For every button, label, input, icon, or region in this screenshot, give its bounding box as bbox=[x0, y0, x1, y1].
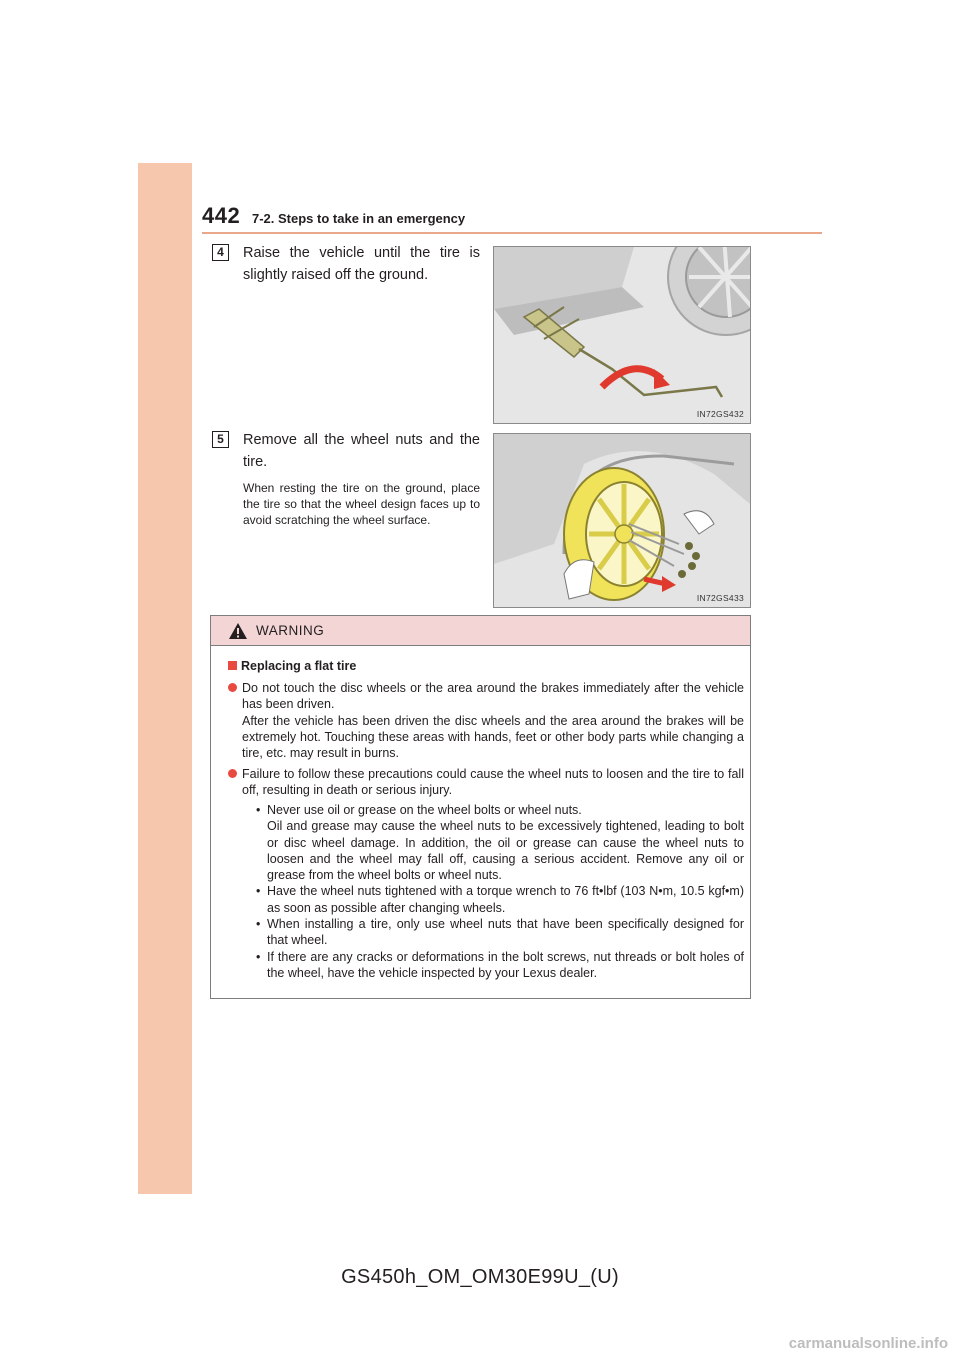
section-title: 7-2. Steps to take in an emergency bbox=[252, 211, 466, 226]
document-id-footer: GS450h_OM_OM30E99U_(U) bbox=[341, 1266, 619, 1288]
list-item-continuation: Oil and grease may cause the wheel nuts to be excessively tightened, leading to bolt or disc wheel damage. In addition, the oil or grease can cause the wheel nuts to loosen and the wheel may fall off, causing a serious accident. Remove any oil or grease from the wheel bolts or wheel nuts. bbox=[267, 819, 744, 883]
figure-code: IN72GS432 bbox=[696, 409, 744, 419]
step-4-text: Raise the vehicle until the tire is slightly raised off the ground. bbox=[243, 245, 480, 283]
circle-bullet-icon bbox=[228, 683, 237, 692]
figure-tire-removal bbox=[493, 433, 751, 608]
list-item: • When installing a tire, only use wheel nuts that have been specifically designed for that wheel. bbox=[256, 917, 744, 948]
square-bullet-icon bbox=[228, 661, 237, 670]
figure-jack-raising bbox=[493, 246, 751, 424]
figure-code: IN72GS433 bbox=[696, 593, 744, 603]
warning-bullet-1 bbox=[228, 680, 744, 761]
warning-bullet-1-line-2: After the vehicle has been driven the disc wheels and the area around the brakes will be extremely hot. Touching these areas with hands, feet or other body parts while changing a tire, etc. may result in burns. bbox=[242, 713, 744, 761]
step-number-4: 4 bbox=[212, 244, 229, 261]
list-item: • Have the wheel nuts tightened with a torque wrench to 76 ft•lbf (103 N•m, 10.5 kgf•m) as soon as possible after changing wheels. bbox=[256, 884, 744, 915]
warning-subtitle bbox=[228, 659, 356, 673]
warning-triangle-icon bbox=[228, 622, 248, 640]
chapter-side-tab bbox=[138, 163, 192, 1194]
warning-precaution-list bbox=[256, 802, 744, 981]
step-number-5: 5 bbox=[212, 431, 229, 448]
warning-bullet-1-line-1: Do not touch the disc wheels or the area around the brakes immediately after the vehicle has been driven. bbox=[242, 681, 744, 712]
circle-bullet-icon bbox=[228, 769, 237, 778]
warning-box bbox=[210, 615, 751, 999]
step-5-note: When resting the tire on the ground, place the tire so that the wheel design faces up to avoid scratching the wheel surface. bbox=[243, 481, 480, 527]
step-5-text: Remove all the wheel nuts and the tire. bbox=[243, 432, 480, 470]
jack-illustration bbox=[494, 247, 750, 423]
tire-removal-illustration bbox=[494, 434, 750, 607]
warning-subtitle-text: Replacing a flat tire bbox=[241, 659, 357, 673]
page-number: 442 bbox=[202, 203, 241, 228]
warning-bullet-2 bbox=[228, 766, 744, 799]
warning-bullet-2-text: Failure to follow these precautions could cause the wheel nuts to loosen and the tire to fall off, resulting in death or serious injury. bbox=[242, 767, 744, 798]
warning-label: WARNING bbox=[256, 623, 325, 638]
list-item: • Never use oil or grease on the wheel bolts or wheel nuts. bbox=[256, 803, 582, 817]
watermark: carmanualsonline.info bbox=[788, 1335, 948, 1352]
list-item: • If there are any cracks or deformations in the bolt screws, nut threads or bolt holes of the wheel, have the vehicle inspected by your Lexus dealer. bbox=[256, 949, 744, 980]
warning-header bbox=[211, 616, 750, 646]
header-rule bbox=[202, 232, 822, 234]
